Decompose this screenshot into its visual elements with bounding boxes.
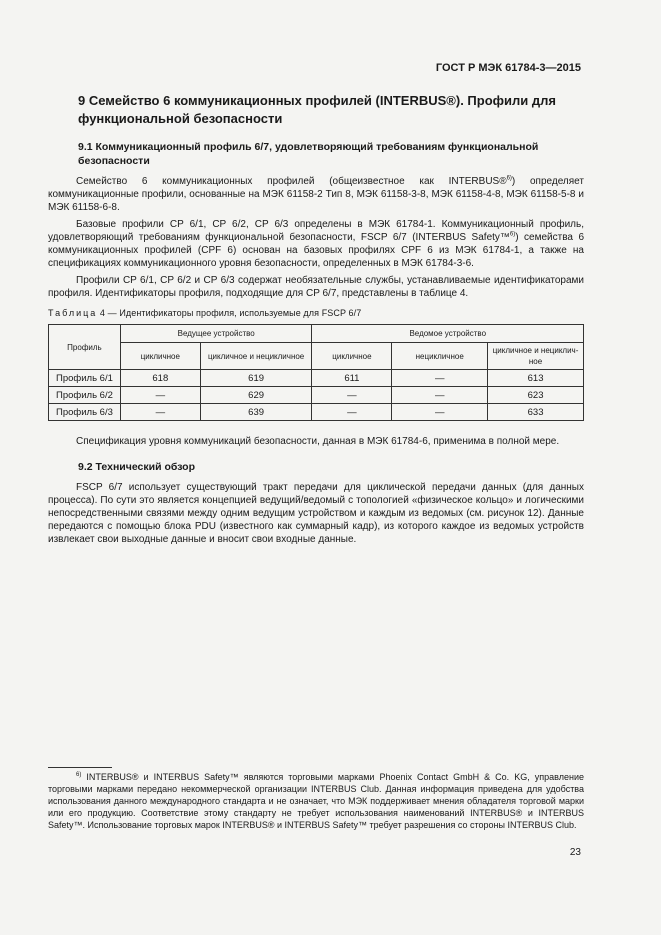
group-header-master: Ведущее устройство: [120, 325, 312, 343]
table-caption: Таблица 4 — Идентификаторы профиля, используемые для FSCP 6/7: [48, 308, 362, 318]
profile-id-table: [48, 324, 584, 421]
paragraph-after-table: Спецификация уровня коммуникаций безопасности, данная в МЭК 61784-6, применима в полной мере.: [76, 436, 560, 447]
table-row: Профиль 6/3 — 639 — — 633: [49, 404, 584, 421]
paragraph-1: Семейство 6 коммуникационных профилей (общеизвестное как INTERBUS®$^{6)}$) определяет коммуникационные профили, основанные на МЭК 61158-2 Тип 8, МЭК 61158-3-8, МЭК 61158-4-8, МЭК 61158-5-8 и МЭК 61158-6-8.: [48, 175, 584, 213]
table-row: Профиль 6/1 618 619 611 — 613: [49, 370, 584, 387]
sub-header: цикличное и нецикличное: [488, 343, 584, 370]
sub-header: нецикличное: [392, 343, 488, 370]
page-number: 23: [569, 847, 581, 858]
table-row: Профиль 6/2 — 629 — — 623: [49, 387, 584, 404]
paragraph-3: Профили CP 6/1, CP 6/2 и CP 6/3 содержат необязательные службы, устанавливаемые идентификаторами профиля. Идентификаторы профиля, подходящие для CP 6/7, представлены в таблице 4.: [48, 275, 584, 299]
subsection-title-9-2: 9.2 Технический обзор: [78, 461, 196, 473]
document-header: ГОСТ Р МЭК 61784-3—2015: [435, 62, 581, 74]
footnote-ref: 6): [506, 175, 512, 182]
footnote-ref: 6): [509, 231, 516, 238]
sub-header: цикличное и нецикличное: [200, 343, 312, 370]
section-title: 9 Семейство 6 коммуникационных профилей (INTERBUS®). Профили для функциональной безопасности: [78, 93, 556, 126]
main-content: [48, 92, 584, 550]
paragraph-2: Базовые профили CP 6/1, CP 6/2, CP 6/3 определены в МЭК 61784-1. Коммуникационный профиль, удовлетворяющий требованиям функциональной безопасности, FSCP 6/7 (INTERBUS Safety™$^{6)}$) семейства 6 коммуникационных профилей (CPF 6) основан на базовых профилях CPF 6 из МЭК 61784-1, а также на спецификациях коммуникационного уровня безопасности, определенных в МЭК 61784-3-6.: [48, 219, 585, 269]
sub-header: цикличное: [120, 343, 200, 370]
col-header-profile: Профиль: [49, 325, 121, 370]
footnote-mark: 6): [76, 772, 82, 778]
paragraph-overview: FSCP 6/7 использует существующий тракт передачи для циклической передачи данных (для данных процесса). По сути это является концепцией ведущий/ведомый с топологией «физическое кольцо» и логическими непосредственными связями между одним ведущим устройством и каждым из ведомых (см. рисунок 12). Данные передаются с помощью блока PDU (известного как суммарный кадр), из которого каждое из ведомых устройств извлекает свои выходные данные и вносит свои входные данные.: [48, 482, 584, 545]
footnote-divider: [48, 767, 112, 768]
sub-header: цикличное: [312, 343, 392, 370]
subsection-title-9-1: 9.1 Коммуникационный профиль 6/7, удовлетворяющий требованиям функциональной безопасности: [78, 141, 539, 167]
group-header-slave: Ведомое устройство: [312, 325, 584, 343]
footnote: $^{6)}$ INTERBUS® и INTERBUS Safety™ являются торговыми марками Phoenix Contact GmbH & Co. KG, управление торговыми марками передано некоммерческой организации INTERBUS Club. Данная информация приведена для удобства использования данного международного стандарта и не означает, что МЭК поддерживает мнения обладателя торговой марки или его продукцию. Соответствие этому стандарту не требует использования наименований INTERBUS® и INTERBUS Safety™. Использование торговых марок INTERBUS® и INTERBUS Safety™ требует разрешения со стороны INTERBUS Club.: [48, 772, 584, 830]
